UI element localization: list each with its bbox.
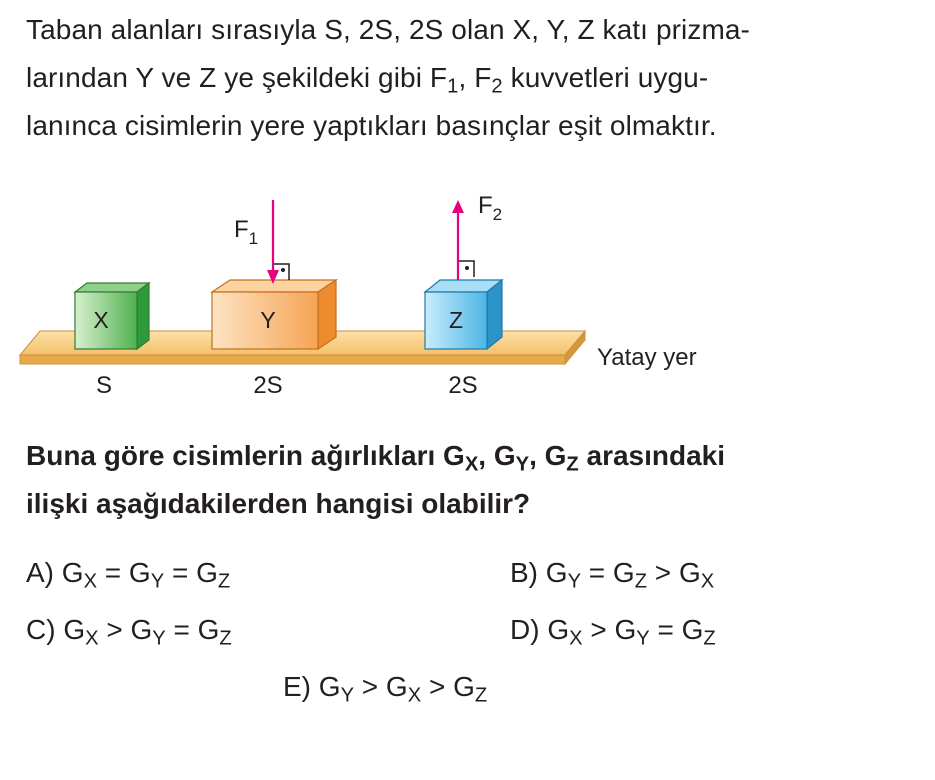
prism-y-label: Y — [260, 307, 276, 333]
option-e[interactable]: E) $G_Y > G_X > G_Z$ — [283, 671, 488, 707]
prism-z-label: Z — [448, 307, 464, 333]
question-text — [26, 432, 725, 528]
area-label-z: 2S — [448, 372, 478, 399]
force-f1-arrow — [267, 200, 279, 284]
prism-figure — [0, 180, 935, 410]
question-line-2: ilişki aşağıdakilerden hangisi olabilir? — [26, 488, 531, 519]
prism-x-label: X — [93, 307, 109, 333]
force-f2-arrow — [452, 200, 464, 280]
question-stem — [26, 6, 886, 150]
question-line-1: Buna göre cisimlerin ağırlıkları $G_X$, $G_Y$, $G_Z$ arasındaki — [26, 440, 726, 476]
stem-line-3: lanınca cisimlerin yere yaptıkları basınçlar eşit olmaktır. — [26, 110, 717, 141]
force-f1-label: $F_1$ — [234, 216, 259, 248]
prism-z — [425, 280, 502, 349]
right-angle-marker-2 — [458, 261, 474, 277]
option-b[interactable]: B) $G_Y = G_Z > G_X$ — [510, 557, 715, 593]
ground-label: Yatay yer — [597, 344, 697, 371]
area-label-y: 2S — [253, 372, 283, 399]
option-c[interactable]: C) $G_X > G_Y = G_Z$ — [26, 614, 232, 650]
option-a[interactable]: A) $G_X = G_Y = G_Z$ — [26, 557, 231, 593]
area-label-x: S — [95, 372, 113, 399]
stem-line-2: larından Y ve Z ye şekildeki gibi $F_1$, $F_2$ kuvvetleri uygu- — [26, 62, 709, 98]
prism-y — [212, 280, 336, 349]
stem-line-1: Taban alanları sırasıyla S, 2S, 2S olan X, Y, Z katı prizma- — [26, 14, 750, 45]
prism-x — [75, 283, 149, 349]
force-f2-label: $F_2$ — [478, 192, 503, 224]
option-d[interactable]: D) $G_X > G_Y = G_Z$ — [510, 614, 716, 650]
